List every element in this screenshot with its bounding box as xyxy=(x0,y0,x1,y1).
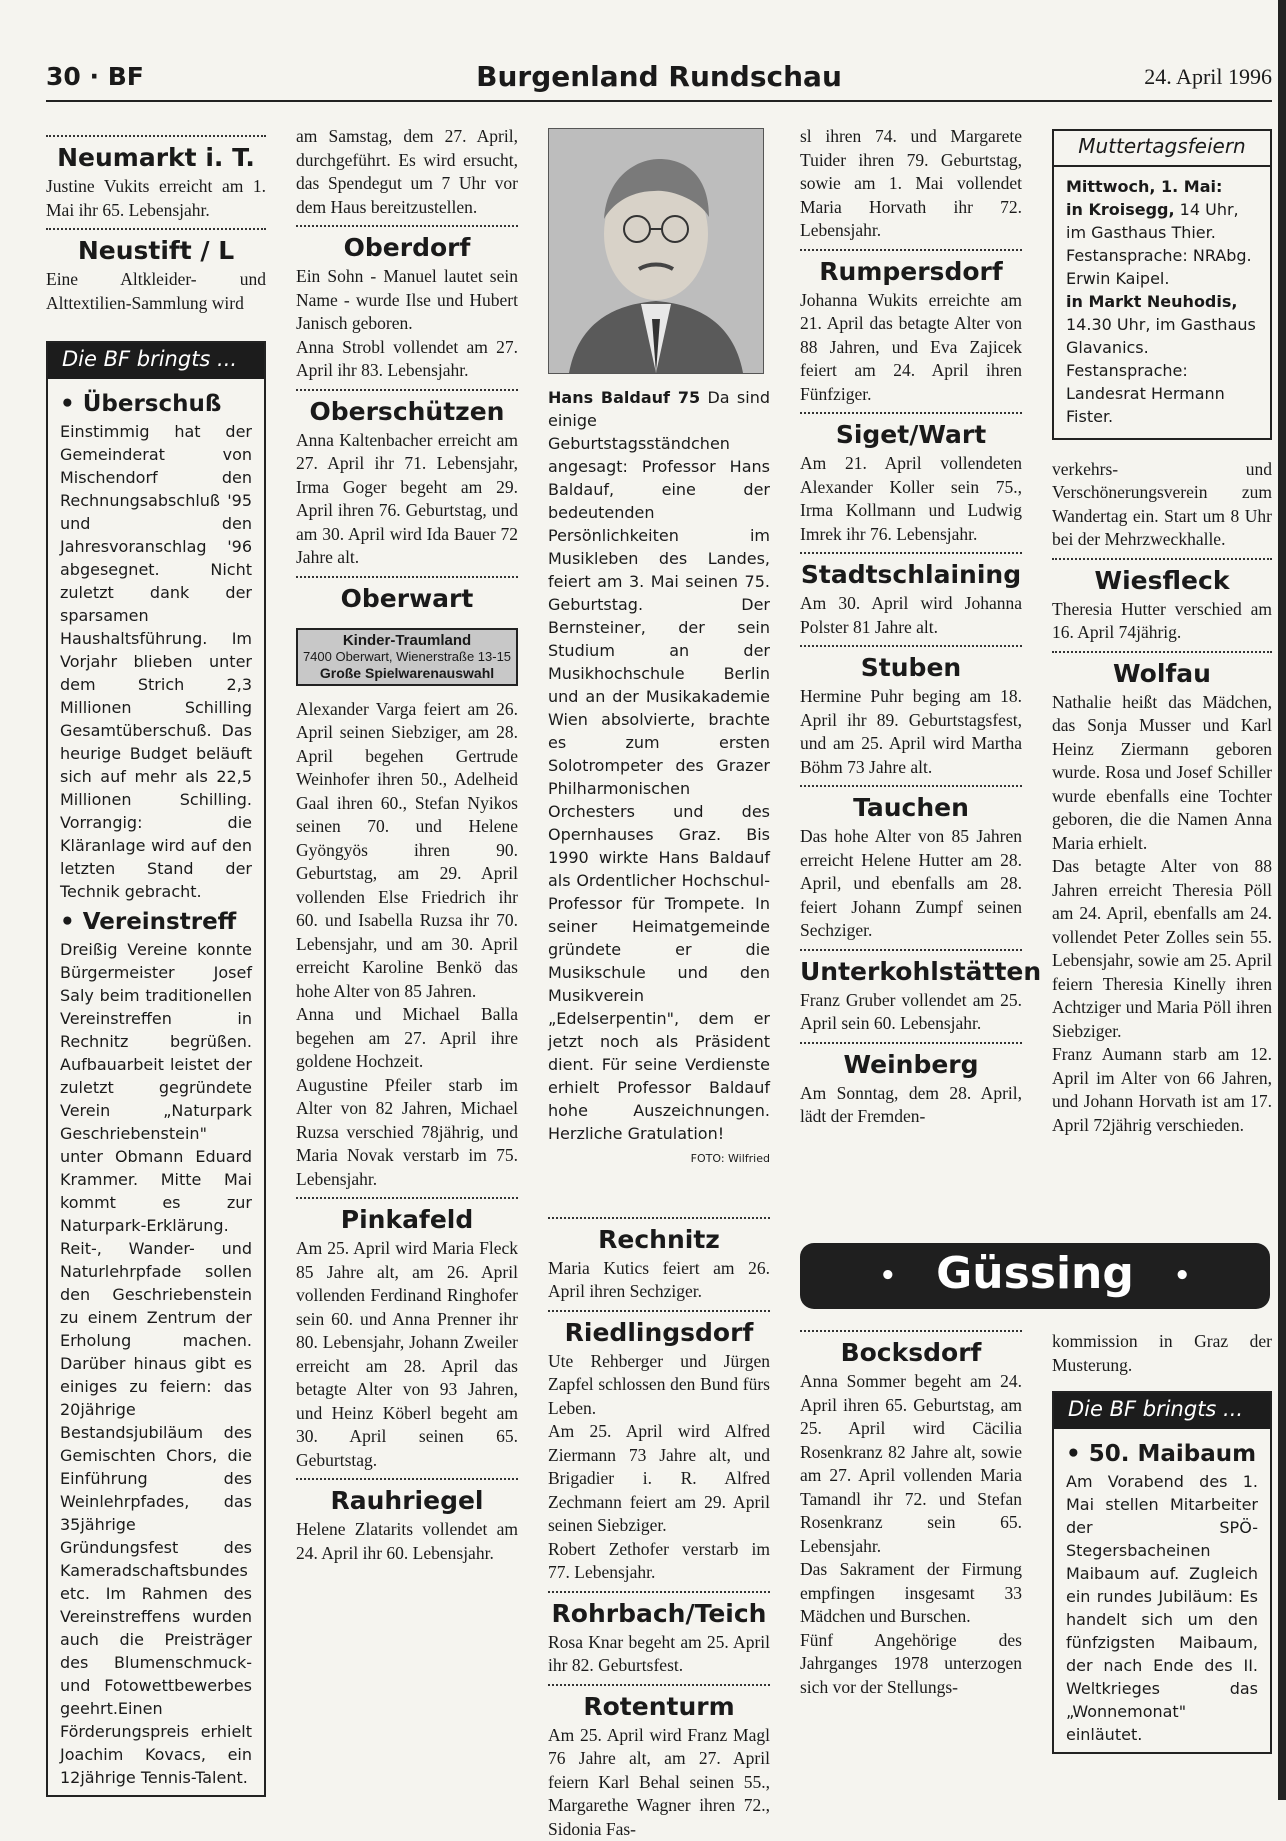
section-title-neustift: Neustift / L xyxy=(46,228,266,266)
subhead-maibaum: • 50. Maibaum xyxy=(1066,1443,1258,1466)
issue-date: 24. April 1996 xyxy=(1144,64,1272,90)
section-text-oberwart-3: Augustine Pfeiler starb im Alter von 82 Jahren, Michael Ruzsa verschied 78jährig, und Maria Novak verstarb im 75. Lebensjahr. xyxy=(296,1074,518,1192)
section-text-tauchen: Das hohe Alter von 85 Jahren erreicht Helene Hutter am 28. April, und ebenfalls am 28. feiert Johann Zumpf seinen Sechziger. xyxy=(800,825,1022,943)
section-title-neumarkt: Neumarkt i. T. xyxy=(46,135,266,173)
continued-text-lower: kommission in Graz der Musterung. xyxy=(1052,1330,1272,1377)
muttertag-text-2: 14.30 Uhr, im Gasthaus Glavanics. Festansprache: Landesrat Hermann Fister. xyxy=(1066,315,1256,426)
page-edge xyxy=(1278,0,1286,1800)
text-maibaum: Am Vorabend des 1. Mai stellen Mitarbeiter der SPÖ-Stegersbacheinen Maibaum auf. Zugleich ein rundes Jubiläum: Es handelt sich um den fünfzigsten Maibaum, der nach Ende des II. Weltkrieges das „Wonnemonat" einläutet. xyxy=(1066,1470,1258,1746)
text-ueberschuss: Einstimmig hat der Gemeinderat von Mischendorf den Rechnungsabschluß '95 und den Jahresvoranschlag '96 abgesegnet. Nicht zuletzt dank der sparsamen Haushaltsführung. Im Vorjahr blieben unter dem Strich 2,3 Millionen Schilling Gesamtüberschuß. Das heurige Budget beläuft sich auf mehr als 22,5 Millionen Schilling. Vorrangig: die Kläranlage wird auf den letzten Stand der Technik gebracht. xyxy=(60,420,252,903)
section-title-wolfau: Wolfau xyxy=(1052,651,1272,689)
section-text-wolfau-3: Franz Aumann starb am 12. April im Alter von 66 Jahren, und Johann Horvath ist am 17. April 72jährig verschieden. xyxy=(1052,1043,1272,1137)
section-text-oberdorf-2: Anna Strobl vollendet am 27. April ihr 83. Lebensjahr. xyxy=(296,336,518,383)
section-text-oberschuetzen: Anna Kaltenbacher erreicht am 27. April ihr 71. Lebensjahr, Irma Goger begeht am 29. April ihren 76. Geburtstag, und am 30. April wird Ida Bauer 72 Jahre alt. xyxy=(296,429,518,570)
portrait-figure xyxy=(549,129,763,373)
banner-dot-left: • xyxy=(880,1261,897,1291)
column-5-lower xyxy=(1052,1330,1272,1754)
section-text-stuben: Hermine Puhr beging am 18. April ihr 89. Geburtstagsfest, und am 25. April wird Martha Böhm 73 Jahre alt. xyxy=(800,685,1022,779)
bf-bringts-box xyxy=(46,341,266,1797)
section-text-unterkohlstaetten: Franz Gruber vollendet am 25. April sein 60. Lebensjahr. xyxy=(800,989,1022,1036)
section-title-stadtschlaining: Stadtschlaining xyxy=(800,552,1022,590)
section-title-siget: Siget/Wart xyxy=(800,412,1022,450)
section-text-siget: Am 21. April vollendeten Alexander Koller sein 75., Irma Kollmann und Ludwig Imrek ihr 76. Lebensjahr. xyxy=(800,452,1022,546)
section-title-bocksdorf: Bocksdorf xyxy=(800,1330,1022,1368)
column-4 xyxy=(800,125,1022,1129)
section-title-rumpersdorf: Rumpersdorf xyxy=(800,249,1022,287)
muttertag-place-2: in Markt Neuhodis, xyxy=(1066,292,1237,311)
column-5 xyxy=(1052,125,1272,1137)
box-header-2: Die BF bringts ... xyxy=(1054,1393,1270,1429)
section-title-rohrbach: Rohrbach/Teich xyxy=(548,1591,770,1629)
section-text-wiesfleck: Theresia Hutter verschied am 16. April 74jährig. xyxy=(1052,598,1272,645)
photo-credit: FOTO: Wilfried xyxy=(548,1147,770,1171)
section-text-weinberg: Am Sonntag, dem 28. April, lädt der Fremden- xyxy=(800,1082,1022,1129)
ad-slogan: Große Spielwarenauswahl xyxy=(300,665,514,681)
ad-address: 7400 Oberwart, Wienerstraße 13-15 xyxy=(300,649,514,665)
portrait-photo xyxy=(548,128,764,374)
continued-text: am Samstag, dem 27. April, durchgeführt. Es wird ersucht, das Spendegut um 7 Uhr vor dem Haus bereitzustellen. xyxy=(296,125,518,219)
section-text-neumarkt: Justine Vukits erreicht am 1. Mai ihr 65. Lebensjahr. xyxy=(46,175,266,222)
section-text-rauhriegel: Helene Zlatarits vollendet am 24. April ihr 60. Lebensjahr. xyxy=(296,1518,518,1565)
section-text-bocksdorf-2: Das Sakrament der Firmung empfingen insgesamt 33 Mädchen und Burschen. xyxy=(800,1558,1022,1629)
section-text-pinkafeld: Am 25. April wird Maria Fleck 85 Jahre alt, am 26. April vollenden Ferdinand Ringhofer sein 60. und Anna Prenner ihr 80. Lebensjahr, Johann Zweiler erreicht am 28. April das betagte Alter von 93 Jahren, und Heinz Köberl begeht am 30. April seinen 65. Geburtstag. xyxy=(296,1237,518,1472)
caption-name: Hans Baldauf 75 xyxy=(548,388,700,407)
section-text-riedlingsdorf-1: Ute Rehberger und Jürgen Zapfel schlossen den Bund fürs Leben. xyxy=(548,1350,770,1421)
section-text-oberwart-1: Alexander Varga feiert am 26. April seinen Siebziger, am 28. April begehen Gertrude Weinhofer ihren 50., Adelheid Gaal ihren 60., Stefan Nyikos seinen 70. und Helene Gyöngyös ihren 90. Geburtstag, am 29. April vollenden Else Friedrich ihr 60. und Isabella Ruzsa ihr 70. Lebensjahr, und am 30. April erreicht Karoline Benkö das hohe Alter von 85 Jahren. xyxy=(296,698,518,1004)
bf-bringts-box-2 xyxy=(1052,1391,1272,1754)
section-text-rechnitz: Maria Kutics feiert am 26. April ihren Sechziger. xyxy=(548,1257,770,1304)
region-banner-guessing xyxy=(800,1243,1270,1309)
muttertag-place-1: in Kroisegg, xyxy=(1066,200,1175,219)
caption-text: Da sind einige Geburtstagsständchen angesagt: Professor Hans Baldauf, eine der bedeutenden Persönlichkeiten im Musikleben des Landes, feiert am 3. Mai seinen 75. Geburtstag. Der Bernsteiner, der sein Studium an der Musikhochschule Berlin und an der Musikakademie Wien absolvierte, brachte es zum ersten Solotrompeter des Grazer Philharmonischen Orchesters und des Opernhauses Graz. Bis 1990 wirkte Hans Baldauf als Ordentlicher Hochschul-Professor für Trompete. In seiner Heimatgemeinde gründete er die Musikschule und den Musikverein „Edelserpentin", dem er jetzt noch als Präsident dient. Für seine Verdienste erhielt Professor Baldauf hohe Auszeichnungen. Herzliche Gratulation! xyxy=(548,388,770,1143)
section-text-neustift: Eine Altkleider- und Alttextilien-Sammlung wird xyxy=(46,268,266,315)
section-title-riedlingsdorf: Riedlingsdorf xyxy=(548,1310,770,1348)
section-text-riedlingsdorf-3: Robert Zethofer verstarb im 77. Lebensjahr. xyxy=(548,1538,770,1585)
section-title-oberschuetzen: Oberschützen xyxy=(296,389,518,427)
section-title-oberwart: Oberwart xyxy=(296,576,518,614)
section-text-rohrbach: Rosa Knar begeht am 25. April ihr 82. Geburtsfest. xyxy=(548,1631,770,1678)
section-title-weinberg: Weinberg xyxy=(800,1042,1022,1080)
section-text-oberwart-2: Anna und Michael Balla begehen am 27. April ihre goldene Hochzeit. xyxy=(296,1003,518,1074)
continued-text: verkehrs- und Verschönerungsverein zum Wandertag ein. Start um 8 Uhr bei der Mehrzweckhalle. xyxy=(1052,458,1272,552)
section-text-wolfau-2: Das betagte Alter von 88 Jahren erreicht Theresia Pöll am 24. April, ebenfalls am 24. vollendet Peter Zolles sein 55. Lebensjahr, sowie am 25. April feiern Theresia Kinelly ihren Achtziger und Maria Pöll ihren Siebziger. xyxy=(1052,855,1272,1043)
section-title-wiesfleck: Wiesfleck xyxy=(1052,558,1272,596)
section-title-oberdorf: Oberdorf xyxy=(296,225,518,263)
section-title-rechnitz: Rechnitz xyxy=(548,1217,770,1255)
subhead-ueberschuss: • Überschuß xyxy=(60,393,252,416)
section-text-stadtschlaining: Am 30. April wird Johanna Polster 81 Jahre alt. xyxy=(800,592,1022,639)
column-1 xyxy=(46,125,266,1797)
section-text-bocksdorf-3: Fünf Angehörige des Jahrganges 1978 unterzogen sich vor der Stellungs- xyxy=(800,1629,1022,1700)
column-3 xyxy=(548,128,770,1841)
subhead-vereinstreff: • Vereinstreff xyxy=(60,911,252,934)
section-title-stuben: Stuben xyxy=(800,645,1022,683)
section-text-rotenturm: Am 25. April wird Franz Magl 76 Jahre alt, am 27. April feiern Karl Behal seinen 55., Margarethe Wagner ihren 72., Sidonia Fas- xyxy=(548,1724,770,1841)
section-text-bocksdorf-1: Anna Sommer begeht am 24. April ihren 65. Geburtstag, am 25. April wird Cäcilia Rosenkranz 82 Jahre alt, sowie am 27. April vollenden Maria Tamandl ihr 72. und Stefan Rosenkranz sein 65. Lebensjahr. xyxy=(800,1370,1022,1558)
column-4-lower xyxy=(800,1330,1022,1699)
section-text-oberdorf-1: Ein Sohn - Manuel lautet sein Name - wurde Ilse und Hubert Janisch geboren. xyxy=(296,265,518,336)
ad-name: Kinder-Traumland xyxy=(300,633,514,649)
muttertag-title: Muttertagsfeiern xyxy=(1054,131,1270,167)
section-title-pinkafeld: Pinkafeld xyxy=(296,1197,518,1235)
photo-caption xyxy=(548,386,770,1145)
column-2 xyxy=(296,125,518,1565)
muttertag-date: Mittwoch, 1. Mai: xyxy=(1066,175,1258,198)
banner-title: Güssing xyxy=(936,1248,1134,1299)
text-vereinstreff: Dreißig Vereine konnte Bürgermeister Josef Saly beim traditionellen Vereinstreffen in Rechnitz begrüßen. Aufbauarbeit leistet der zuletzt gegründete Verein „Naturpark Geschriebenstein" unter Obmann Eduard Krammer. Mitte Mai kommt es zur Naturpark-Erklärung. Reit-, Wander- und Naturlehrpfade sollen den Geschriebenstein zu einem Zentrum der Erholung machen. Darüber hinaus gibt es einiges zu feiern: das 20jährige Bestandsjubiläum des Gemischten Chors, die Einführung des Weinlehrpfades, das 35jährige Gründungsfest des Kameradschaftsbundes etc. Im Rahmen des Vereinstreffens wurden auch die Preisträger des Blumenschmuck- und Fotowettbewerbes geehrt.Einen Förderungspreis erhielt Joachim Kovacs, ein 12jährige Tennis-Talent. xyxy=(60,938,252,1789)
newspaper-title: Burgenland Rundschau xyxy=(46,60,1272,93)
section-title-rauhriegel: Rauhriegel xyxy=(296,1478,518,1516)
banner-dot-right: • xyxy=(1174,1261,1191,1291)
section-title-tauchen: Tauchen xyxy=(800,785,1022,823)
advertisement xyxy=(296,628,518,686)
muttertag-text-1: 14 Uhr, im Gasthaus Thier. Festansprache: NRAbg. Erwin Kaipel. xyxy=(1066,200,1252,288)
box-header: Die BF bringts ... xyxy=(48,343,264,379)
continued-text: sl ihren 74. und Margarete Tuider ihren 79. Geburtstag, sowie am 1. Mai vollendet Maria Horvath ihr 72. Lebensjahr. xyxy=(800,125,1022,243)
section-title-unterkohlstaetten: Unterkohlstätten xyxy=(800,949,1022,987)
section-text-wolfau-1: Nathalie heißt das Mädchen, das Sonja Musser und Karl Heinz Ziermann geboren wurde. Rosa und Josef Schiller wurde ebenfalls eine Tochter geboren, die die Namen Anna Maria erhielt. xyxy=(1052,691,1272,856)
section-title-rotenturm: Rotenturm xyxy=(548,1684,770,1722)
section-text-riedlingsdorf-2: Am 25. April wird Alfred Ziermann 73 Jahre alt, und Brigadier i. R. Alfred Zechmann feiert am 29. April seinen Siebziger. xyxy=(548,1420,770,1538)
page-number: 30 · BF xyxy=(46,62,144,91)
page-header xyxy=(46,58,1272,102)
section-text-rumpersdorf: Johanna Wukits erreichte am 21. April das betagte Alter von 88 Jahren, und Eva Zajicek feiert am 24. April ihren Fünfziger. xyxy=(800,289,1022,407)
muttertag-box xyxy=(1052,129,1272,440)
